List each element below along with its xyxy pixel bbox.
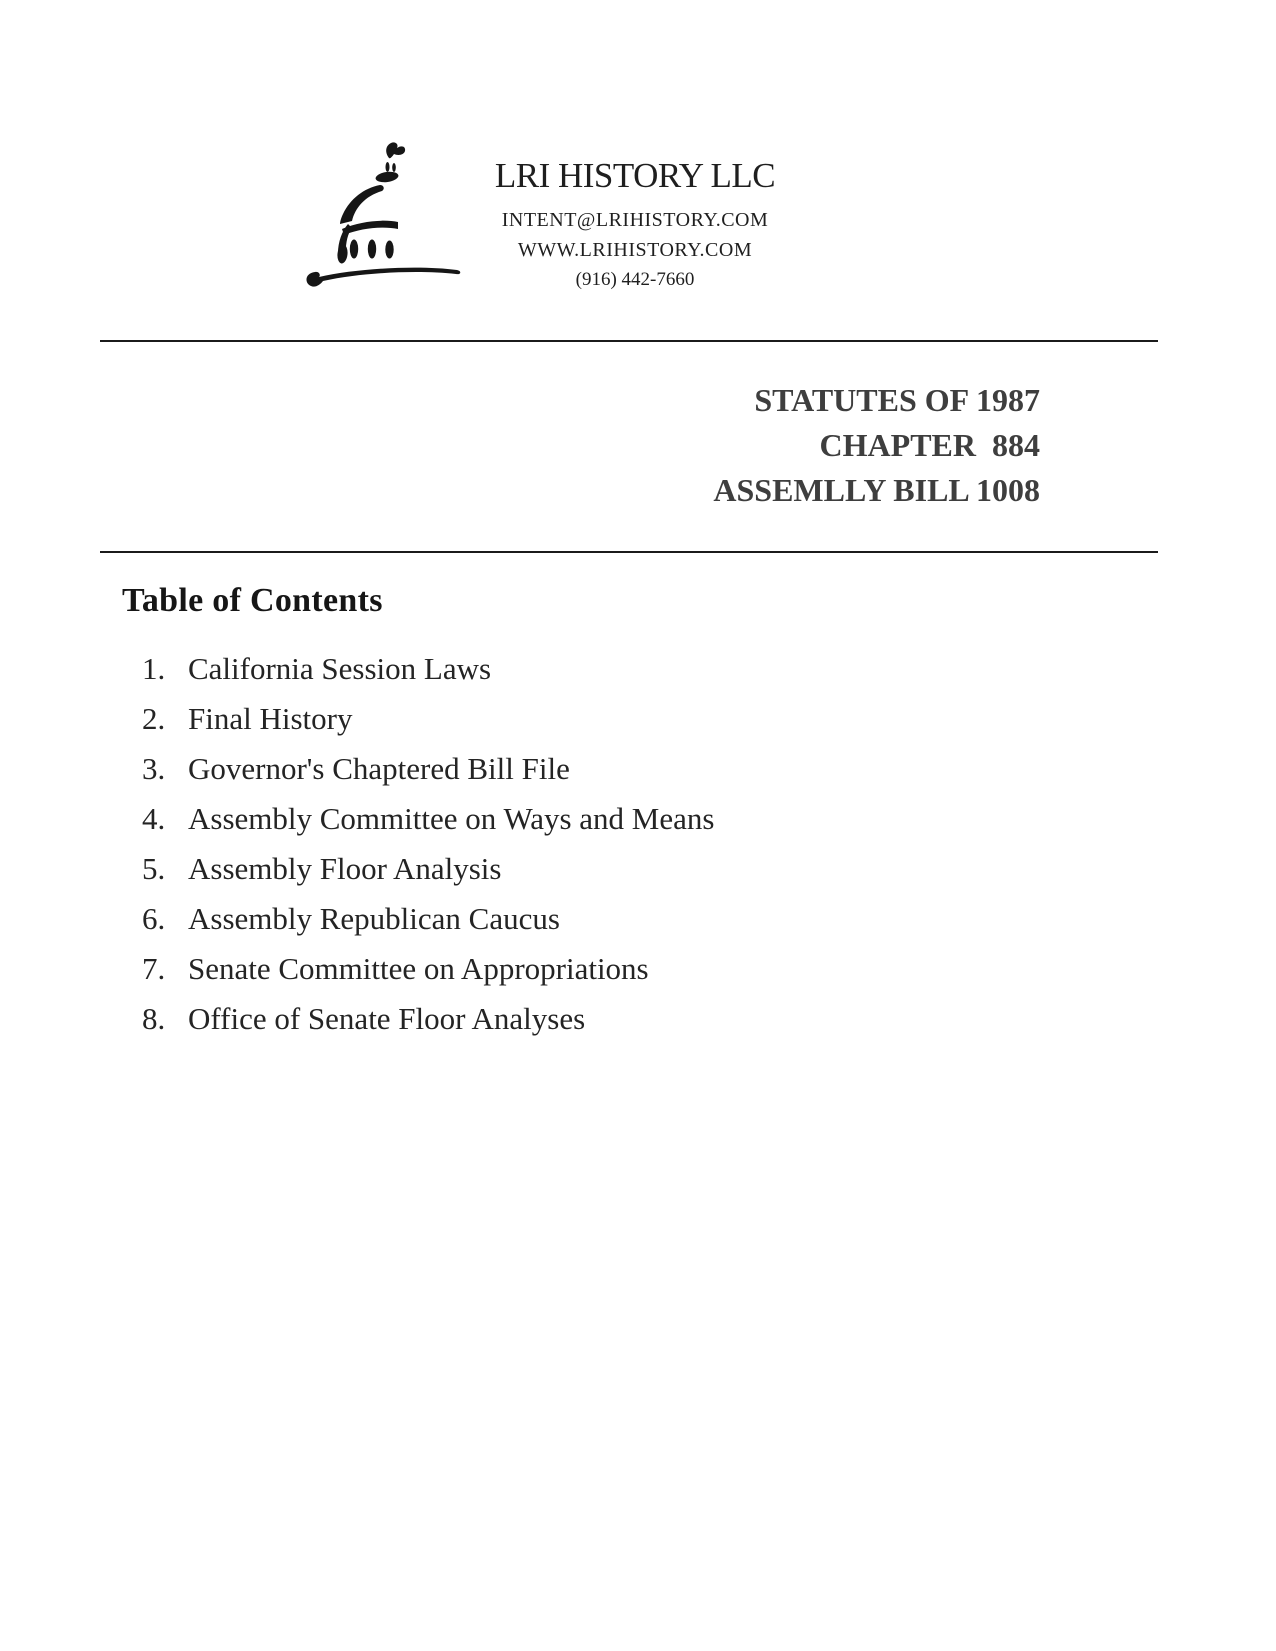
toc-item-label: Governor's Chaptered Bill File [188,751,570,786]
letterhead [450,153,820,295]
toc-item-label: Assembly Committee on Ways and Means [188,801,715,836]
toc-item-number: 8. [142,1001,166,1036]
toc-item-label: Assembly Floor Analysis [188,851,502,886]
toc-list [142,644,714,1044]
toc-item [142,894,714,944]
horizontal-rule-bottom [100,551,1158,553]
company-website: WWW.LRIHISTORY.COM [517,239,753,261]
toc-item-number: 7. [142,951,166,986]
citation-chapter-line: CHAPTER 884 [819,427,1040,463]
toc-item [142,744,714,794]
toc-item [142,694,714,744]
company-name: LRI HISTORY LLC [494,156,776,195]
toc-item-label: Office of Senate Floor Analyses [188,1001,586,1036]
toc-item [142,644,714,694]
company-logo-icon [290,125,470,300]
capitol-dome-icon [306,142,460,286]
toc-item-label: California Session Laws [188,651,492,686]
toc-item [142,844,714,894]
toc-heading: Table of Contents [122,582,383,619]
citation-statutes-line: STATUTES OF 1987 [754,382,1040,418]
toc-item-label: Senate Committee on Appropriations [188,951,649,986]
company-email: INTENT@LRIHISTORY.COM [501,209,769,231]
toc-item-number: 3. [142,751,166,786]
bill-citation [713,378,1040,513]
toc-item-number: 6. [142,901,166,936]
toc-item-number: 5. [142,851,166,886]
toc-item-label: Final History [188,701,353,736]
toc-item [142,994,714,1044]
toc-item-number: 2. [142,701,166,736]
toc-item-number: 4. [142,801,166,836]
toc-item [142,944,714,994]
toc-item-label: Assembly Republican Caucus [188,901,560,936]
company-phone: (916) 442-7660 [575,269,695,290]
citation-bill-line: ASSEMLLY BILL 1008 [713,472,1040,508]
horizontal-rule-top [100,340,1158,342]
toc-item [142,794,714,844]
toc-item-number: 1. [142,651,166,686]
